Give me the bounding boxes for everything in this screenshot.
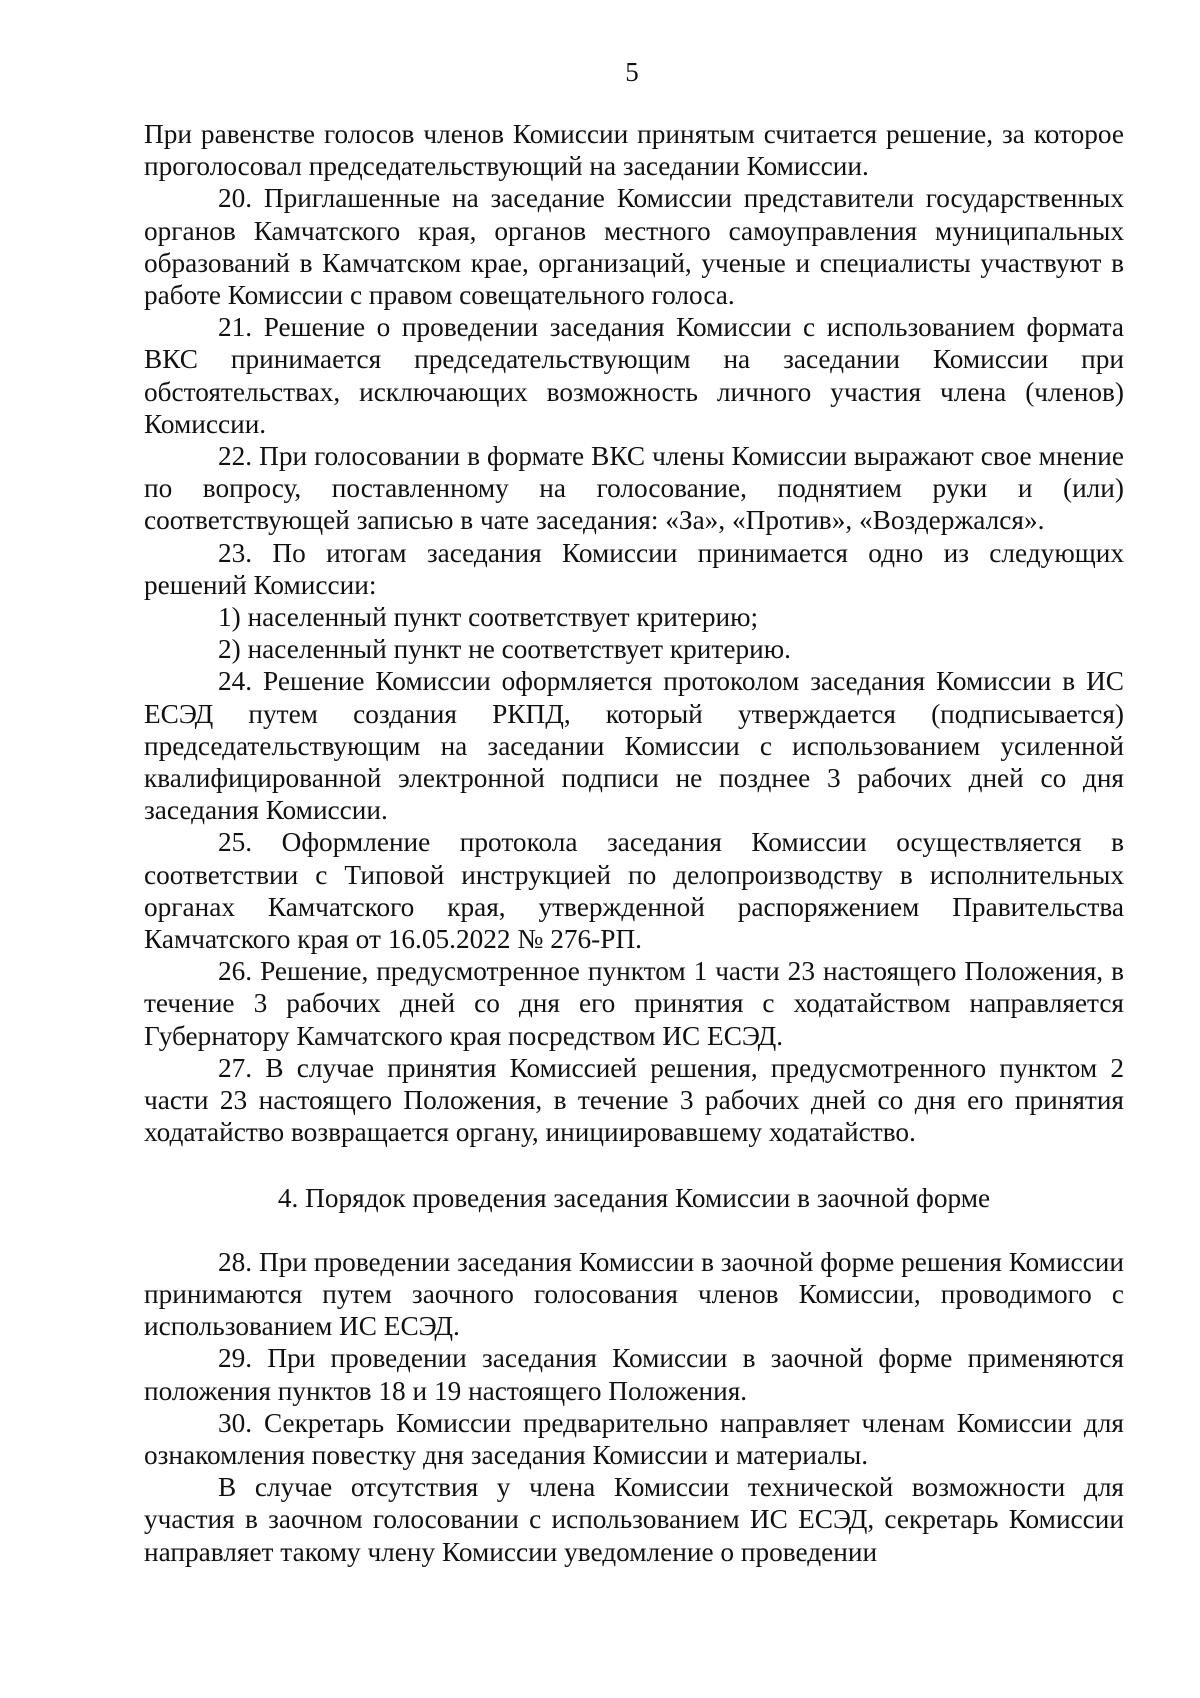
- paragraph-20: 20. Приглашенные на заседание Комиссии представители государственных органов Камчатского края, органов местного самоуправления муниципальных образований в Камчатском крае, организаций, ученые и специалисты участвуют в работе Комиссии с правом совещательного голоса.: [144, 183, 1124, 311]
- paragraph-24: 24. Решение Комиссии оформляется протоколом заседания Комиссии в ИС ЕСЭД путем создания РКПД, который утверждается (подписывается) председательствующим на заседании Комиссии с использованием усиленной квалифицированной электронной подписи не позднее 3 рабочих дней со дня заседания Комиссии.: [144, 666, 1124, 826]
- paragraph-25: 25. Оформление протокола заседания Комиссии осуществляется в соответствии с Типовой инструкцией по делопроизводству в исполнительных органах Камчатского края, утвержденной распоряжением Правительства Камчатского края от 16.05.2022 № 276-РП.: [144, 827, 1124, 955]
- document-body: [144, 118, 1124, 1568]
- page-number: 5: [625, 57, 639, 87]
- paragraph-30: 30. Секретарь Комиссии предварительно направляет членам Комиссии для ознакомления повестку дня заседания Комиссии и материалы.: [144, 1407, 1124, 1470]
- list-item-1: 1) населенный пункт соответствует критерию;: [218, 602, 759, 633]
- paragraph-absence-case: В случае отсутствия у члена Комиссии технической возможности для участия в заочном голосовании с использованием ИС ЕСЭД, секретарь Комиссии направляет такому члену Комиссии уведомление о проведении: [144, 1472, 1124, 1567]
- paragraph-26: 26. Решение, предусмотренное пунктом 1 части 23 настоящего Положения, в течение 3 рабочих дней со дня его принятия с ходатайством направляется Губернатору Камчатского края посредством ИС ЕСЭД.: [144, 956, 1124, 1051]
- paragraph-27: 27. В случае принятия Комиссией решения, предусмотренного пунктом 2 части 23 настоящего Положения, в течение 3 рабочих дней со дня его принятия ходатайство возвращается органу, инициировавшему ходатайство.: [144, 1052, 1124, 1148]
- paragraph-29: 29. При проведении заседания Комиссии в заочной форме применяются положения пунктов 18 и 19 настоящего Положения.: [144, 1343, 1124, 1406]
- list-item-2: 2) населенный пункт не соответствует критерию.: [218, 634, 791, 665]
- paragraph-23: 23. По итогам заседания Комиссии принимается одно из следующих решений Комиссии:: [144, 537, 1124, 600]
- section-heading: 4. Порядок проведения заседания Комиссии в заочной форме: [277, 1182, 991, 1213]
- paragraph-22: 22. При голосовании в формате ВКС члены Комиссии выражают свое мнение по вопросу, поставленному на голосование, поднятием руки и (или) соответствующей записью в чате заседания: «За», «Против», «Воздержался».: [144, 441, 1124, 536]
- paragraph-28: 28. При проведении заседания Комиссии в заочной форме решения Комиссии принимаются путем заочного голосования членов Комиссии, проводимого с использованием ИС ЕСЭД.: [144, 1246, 1124, 1342]
- paragraph-21: 21. Решение о проведении заседания Комиссии с использованием формата ВКС принимается председательствующим на заседании Комиссии при обстоятельствах, исключающих возможность личного участия члена (членов) Комиссии.: [144, 312, 1124, 439]
- paragraph-tie-vote: При равенстве голосов членов Комиссии принятым считается решение, за которое проголосовал председательствующий на заседании Комиссии.: [144, 119, 1124, 182]
